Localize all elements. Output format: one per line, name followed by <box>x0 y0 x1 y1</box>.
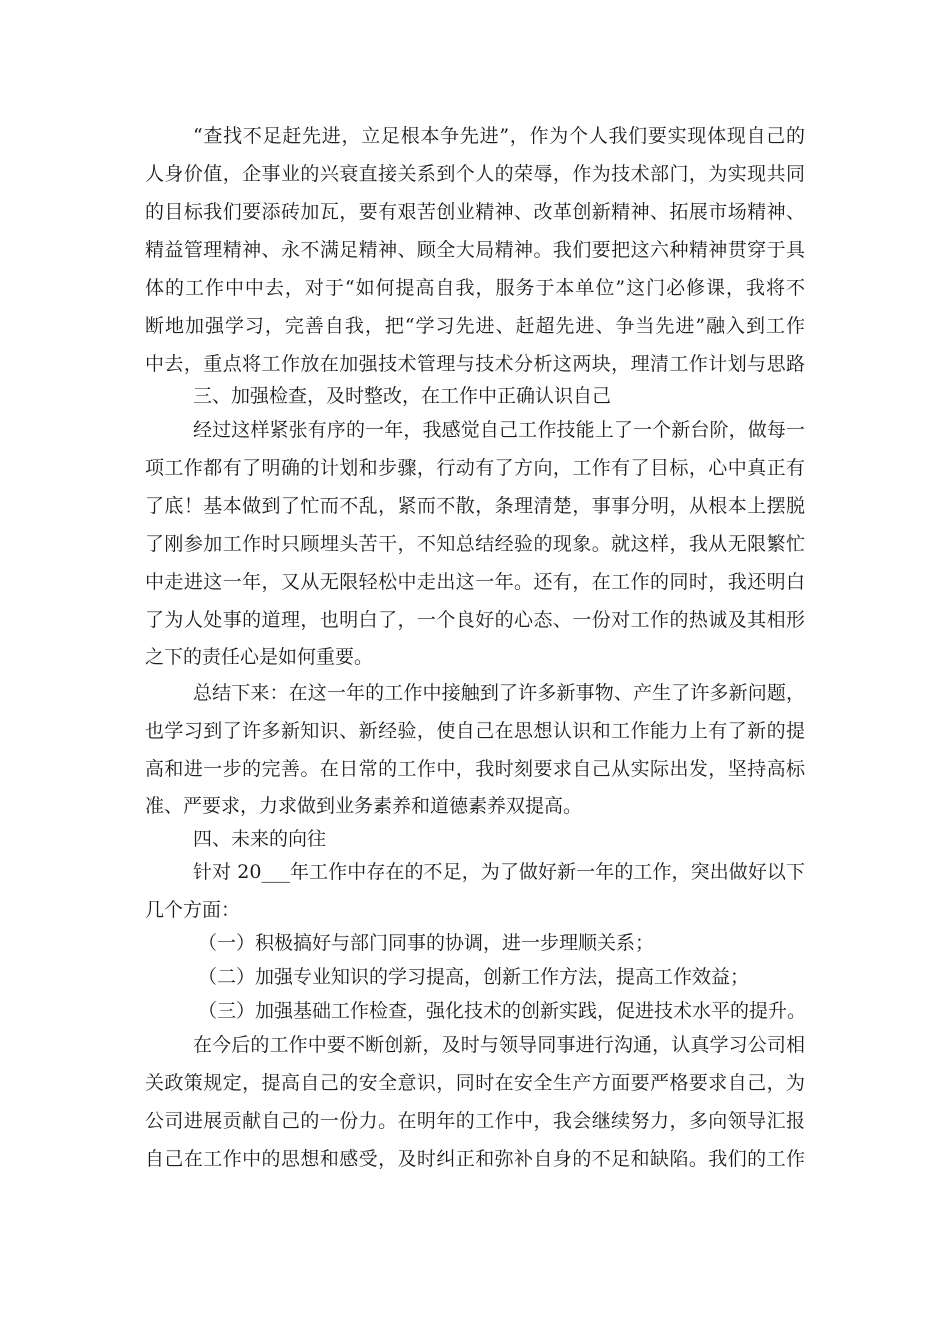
text-line: “查找不足赶先进，立足根本争先进”，作为个人我们要实现体现自己的 <box>193 125 805 147</box>
text-line: 了刚参加工作时只顾埋头苦干，不知总结经验的现象。就这样，我从无限繁忙 <box>145 533 805 555</box>
text-line: 自己在工作中的思想和感受，及时纠正和弥补自身的不足和缺陷。我们的工作 <box>145 1148 805 1170</box>
text-line: 几个方面： <box>145 899 241 921</box>
text-line: 高和进一步的完善。在日常的工作中，我时刻要求自己从实际出发，坚持高标 <box>145 758 805 780</box>
list-item-three: （三）加强基础工作检查，强化技术的创新实践，促进技术水平的提升。 <box>198 1000 807 1022</box>
text-line: 针对 20___年工作中存在的不足，为了做好新一年的工作，突出做好以下 <box>193 861 805 883</box>
text-line: 体的工作中中去，对于“如何提高自我，服务于本单位”这门必修课，我将不 <box>145 277 805 299</box>
text-line: 了为人处事的道理，也明白了，一个良好的心态、一份对工作的热诚及其相形 <box>145 609 805 631</box>
text-line: 经过这样紧张有序的一年，我感觉自己工作技能上了一个新台阶，做每一 <box>193 419 805 441</box>
text-line: 关政策规定，提高自己的安全意识，同时在安全生产方面要严格要求自己，为 <box>145 1072 805 1094</box>
text-line: 断地加强学习，完善自我，把“学习先进、赶超先进、争当先进”融入到工作 <box>145 315 805 337</box>
text-line: 中去，重点将工作放在加强技术管理与技术分析这两块，理清工作计划与思路 <box>145 353 805 375</box>
text-line: 公司进展贡献自己的一份力。在明年的工作中，我会继续努力，多向领导汇报 <box>145 1110 805 1132</box>
text-line: 项工作都有了明确的计划和步骤，行动有了方向，工作有了目标，心中真正有 <box>145 457 805 479</box>
heading-section-four: 四、未来的向往 <box>193 828 327 850</box>
text-line: 了底！基本做到了忙而不乱，紧而不散，条理清楚，事事分明，从根本上摆脱 <box>145 495 805 517</box>
text-line: 的目标我们要添砖加瓦，要有艰苦创业精神、改革创新精神、拓展市场精神、 <box>145 201 805 223</box>
list-item-one: （一）积极搞好与部门同事的协调，进一步理顺关系； <box>198 932 655 954</box>
text-line: 在今后的工作中要不断创新，及时与领导同事进行沟通，认真学习公司相 <box>193 1034 805 1056</box>
text-line: 也学习到了许多新知识、新经验，使自己在思想认识和工作能力上有了新的提 <box>145 720 805 742</box>
text-line: 之下的责任心是如何重要。 <box>145 646 374 668</box>
text-line: 人身价值，企事业的兴衰直接关系到个人的荣辱，作为技术部门，为实现共同 <box>145 163 805 185</box>
text-line: 中走进这一年，又从无限轻松中走出这一年。还有，在工作的同时，我还明白 <box>145 571 805 593</box>
text-line: 准、严要求，力求做到业务素养和道德素养双提高。 <box>145 795 583 817</box>
list-item-two: （二）加强专业知识的学习提高，创新工作方法，提高工作效益； <box>198 966 750 988</box>
text-line: 精益管理精神、永不满足精神、顾全大局精神。我们要把这六种精神贯穿于具 <box>145 239 805 261</box>
text-line: 总结下来：在这一年的工作中接触到了许多新事物、产生了许多新问题， <box>193 682 805 704</box>
heading-section-three: 三、加强检查，及时整改，在工作中正确认识自己 <box>193 385 612 407</box>
